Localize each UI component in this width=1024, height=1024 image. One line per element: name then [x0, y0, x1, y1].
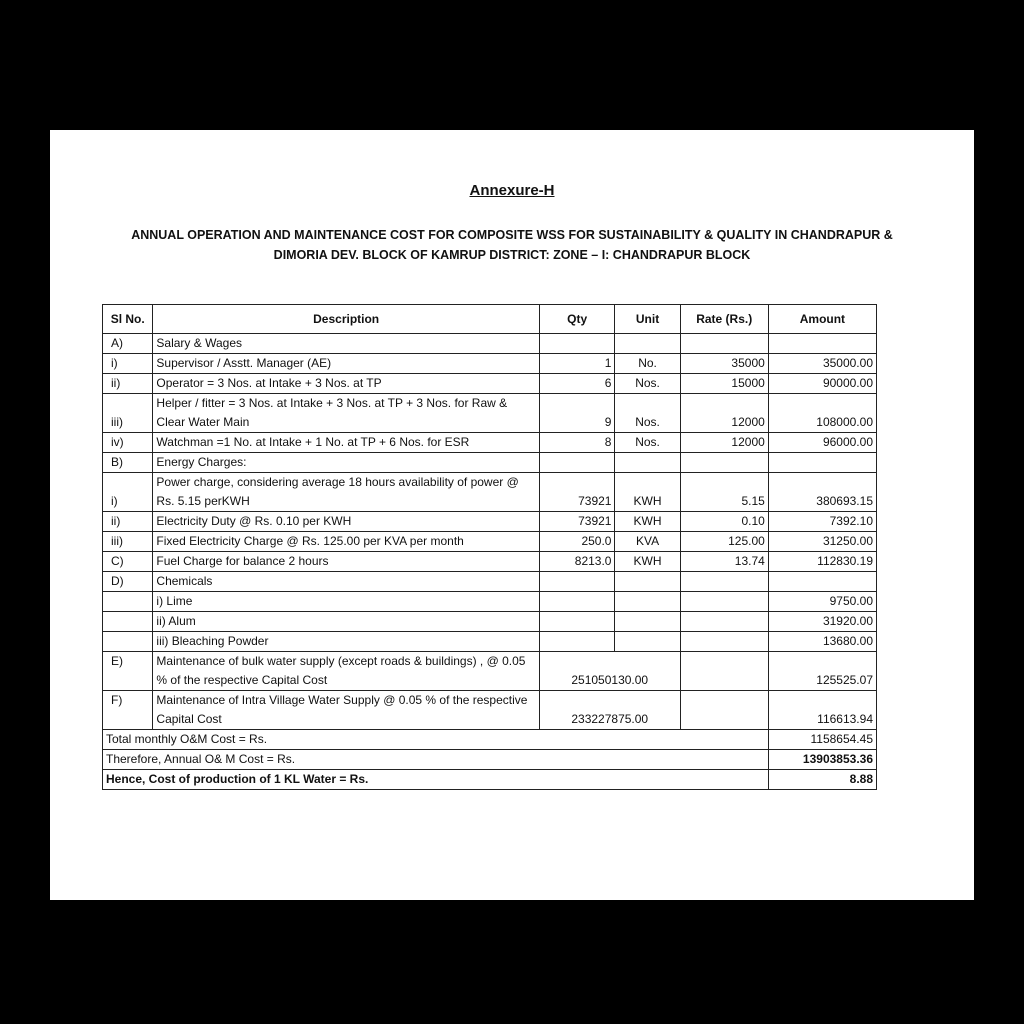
row-description: Maintenance of bulk water supply (except roads & buildings) , @ 0.05 % of the respective Capital Cost — [153, 652, 539, 691]
table-row — [103, 512, 877, 532]
row-sl-no — [103, 612, 153, 632]
row-sl-no: F) — [103, 691, 153, 730]
row-rate: 0.10 — [680, 512, 768, 532]
table-row — [103, 334, 877, 354]
table-row — [103, 592, 877, 612]
row-rate: 35000 — [680, 354, 768, 374]
row-qty — [539, 632, 615, 652]
row-sl-no — [103, 632, 153, 652]
row-sl-no: D) — [103, 572, 153, 592]
row-description: Watchman =1 No. at Intake + 1 No. at TP + 6 Nos. for ESR — [153, 433, 539, 453]
row-unit: Nos. — [615, 433, 680, 453]
row-amount: 31920.00 — [768, 612, 876, 632]
table-row — [103, 552, 877, 572]
row-sl-no: iii) — [103, 394, 153, 433]
row-rate-empty — [680, 691, 768, 730]
total-row — [103, 730, 877, 750]
row-unit — [615, 632, 680, 652]
row-qty: 73921 — [539, 473, 615, 512]
row-unit — [615, 334, 680, 354]
table-header-row — [103, 305, 877, 334]
row-description: Operator = 3 Nos. at Intake + 3 Nos. at TP — [153, 374, 539, 394]
row-description: iii) Bleaching Powder — [153, 632, 539, 652]
total-amount: 1158654.45 — [768, 730, 876, 750]
row-amount: 90000.00 — [768, 374, 876, 394]
row-unit: KWH — [615, 552, 680, 572]
row-unit: KVA — [615, 532, 680, 552]
total-label: Therefore, Annual O& M Cost = Rs. — [103, 750, 769, 770]
document-page — [50, 130, 974, 900]
row-description: Salary & Wages — [153, 334, 539, 354]
table-row — [103, 394, 877, 433]
row-unit: KWH — [615, 473, 680, 512]
row-amount: 9750.00 — [768, 592, 876, 612]
header-rate: Rate (Rs.) — [680, 305, 768, 334]
row-qty: 250.0 — [539, 532, 615, 552]
total-label: Total monthly O&M Cost = Rs. — [103, 730, 769, 750]
cost-table — [102, 304, 877, 790]
row-sl-no: iv) — [103, 433, 153, 453]
row-amount: 125525.07 — [768, 652, 876, 691]
row-sl-no: ii) — [103, 374, 153, 394]
row-qty: 9 — [539, 394, 615, 433]
row-rate — [680, 612, 768, 632]
row-rate-empty — [680, 652, 768, 691]
row-qty: 8 — [539, 433, 615, 453]
table-row — [103, 572, 877, 592]
total-row — [103, 750, 877, 770]
table-row — [103, 374, 877, 394]
row-rate — [680, 572, 768, 592]
table-row — [103, 433, 877, 453]
row-description: Energy Charges: — [153, 453, 539, 473]
row-unit — [615, 612, 680, 632]
row-sl-no: E) — [103, 652, 153, 691]
row-amount — [768, 334, 876, 354]
row-unit: KWH — [615, 512, 680, 532]
row-rate — [680, 334, 768, 354]
row-unit: No. — [615, 354, 680, 374]
header-unit: Unit — [615, 305, 680, 334]
row-sl-no: iii) — [103, 532, 153, 552]
row-description: Fuel Charge for balance 2 hours — [153, 552, 539, 572]
table-row-capital — [103, 691, 877, 730]
row-sl-no: A) — [103, 334, 153, 354]
row-amount: 112830.19 — [768, 552, 876, 572]
row-rate: 13.74 — [680, 552, 768, 572]
row-qty: 6 — [539, 374, 615, 394]
header-sl-no: Sl No. — [103, 305, 153, 334]
header-qty: Qty — [539, 305, 615, 334]
row-sl-no: C) — [103, 552, 153, 572]
row-qty: 1 — [539, 354, 615, 374]
table-row — [103, 632, 877, 652]
row-description: Power charge, considering average 18 hours availability of power @ Rs. 5.15 perKWH — [153, 473, 539, 512]
row-unit — [615, 453, 680, 473]
row-qty — [539, 592, 615, 612]
table-row — [103, 354, 877, 374]
table-row — [103, 612, 877, 632]
row-qty: 8213.0 — [539, 552, 615, 572]
total-label: Hence, Cost of production of 1 KL Water = Rs. — [103, 770, 769, 790]
row-qty — [539, 453, 615, 473]
row-amount — [768, 453, 876, 473]
row-rate: 12000 — [680, 394, 768, 433]
row-sl-no: B) — [103, 453, 153, 473]
row-capital-cost: 233227875.00 — [539, 691, 680, 730]
row-capital-cost: 251050130.00 — [539, 652, 680, 691]
table-row — [103, 532, 877, 552]
row-description: i) Lime — [153, 592, 539, 612]
row-unit: Nos. — [615, 374, 680, 394]
annexure-heading: Annexure-H — [469, 182, 555, 199]
document-subtitle: ANNUAL OPERATION AND MAINTENANCE COST FOR COMPOSITE WSS FOR SUSTAINABILITY & QUALITY IN CHANDRAPUR & DIMORIA DEV. BLOCK OF KAMRUP DISTRICT: ZONE – I: CHANDRAPUR BLOCK — [131, 228, 893, 262]
row-amount: 35000.00 — [768, 354, 876, 374]
row-qty — [539, 612, 615, 632]
row-amount: 380693.15 — [768, 473, 876, 512]
row-rate — [680, 592, 768, 612]
row-description: Fixed Electricity Charge @ Rs. 125.00 per KVA per month — [153, 532, 539, 552]
row-unit: Nos. — [615, 394, 680, 433]
row-rate: 15000 — [680, 374, 768, 394]
row-description: Maintenance of Intra Village Water Supply @ 0.05 % of the respective Capital Cost — [153, 691, 539, 730]
row-amount: 108000.00 — [768, 394, 876, 433]
row-amount: 116613.94 — [768, 691, 876, 730]
row-unit — [615, 592, 680, 612]
total-amount: 8.88 — [768, 770, 876, 790]
row-rate — [680, 632, 768, 652]
header-description: Description — [153, 305, 539, 334]
row-rate: 5.15 — [680, 473, 768, 512]
row-amount: 7392.10 — [768, 512, 876, 532]
row-description: ii) Alum — [153, 612, 539, 632]
row-amount — [768, 572, 876, 592]
total-amount: 13903853.36 — [768, 750, 876, 770]
row-sl-no: i) — [103, 354, 153, 374]
row-sl-no: i) — [103, 473, 153, 512]
header-amount: Amount — [768, 305, 876, 334]
total-row — [103, 770, 877, 790]
row-amount: 31250.00 — [768, 532, 876, 552]
row-qty — [539, 572, 615, 592]
row-amount: 96000.00 — [768, 433, 876, 453]
row-rate: 125.00 — [680, 532, 768, 552]
row-amount: 13680.00 — [768, 632, 876, 652]
row-description: Chemicals — [153, 572, 539, 592]
row-sl-no: ii) — [103, 512, 153, 532]
row-qty: 73921 — [539, 512, 615, 532]
table-row — [103, 473, 877, 512]
table-row-capital — [103, 652, 877, 691]
row-rate: 12000 — [680, 433, 768, 453]
row-sl-no — [103, 592, 153, 612]
row-description: Helper / fitter = 3 Nos. at Intake + 3 Nos. at TP + 3 Nos. for Raw & Clear Water Main — [153, 394, 539, 433]
row-qty — [539, 334, 615, 354]
row-description: Electricity Duty @ Rs. 0.10 per KWH — [153, 512, 539, 532]
table-row — [103, 453, 877, 473]
row-rate — [680, 453, 768, 473]
row-description: Supervisor / Asstt. Manager (AE) — [153, 354, 539, 374]
row-unit — [615, 572, 680, 592]
